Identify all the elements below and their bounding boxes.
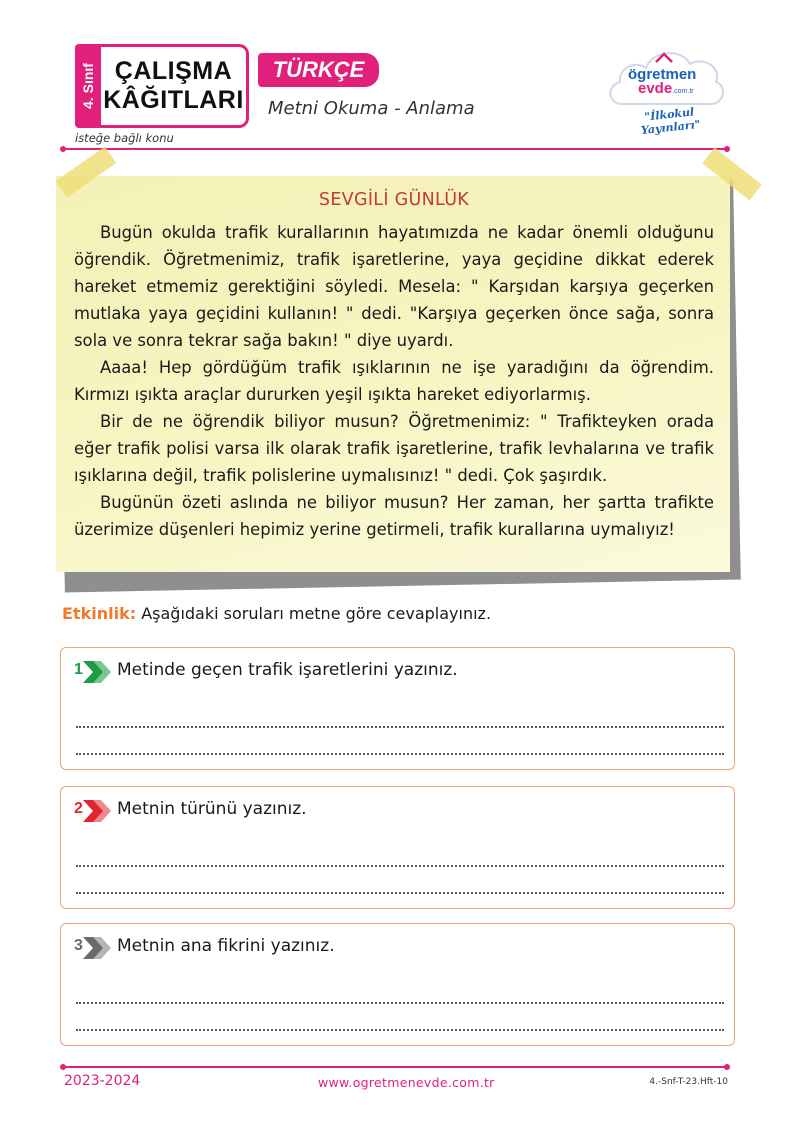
story-paragraph: Bugünün özeti aslında ne biliyor musun? Her zaman, her şartta trafikte üzerimize düşenleri hepimiz yerine getirmeli, trafik kurallarına uymalıyız!: [74, 493, 714, 539]
header-divider: [63, 148, 727, 150]
logo-domain-suffix: .com.tr: [672, 88, 694, 95]
story-paragraph: Bir de ne öğrendik biliyor musun? Öğretmenimiz: " Trafikteyken orada eğer trafik polisi varsa ilk olarak trafik işaretlerine, trafik levhalarına ve trafik ışıklarına değil, trafik polislerine uymalısınız! " dedi. Çok şaşırdık.: [74, 412, 714, 485]
answer-line[interactable]: [76, 753, 724, 755]
optional-topic-note: isteğe bağlı konu: [75, 131, 174, 145]
publisher-logo: [604, 42, 730, 138]
answer-line[interactable]: [76, 726, 724, 728]
footer-year: 2023-2024: [64, 1073, 141, 1089]
subject-badge: TÜRKÇE: [258, 53, 379, 87]
title-line-2: KÂĞITLARI: [103, 86, 244, 114]
topic-subtitle: Metni Okuma - Anlama: [268, 98, 475, 119]
chevron-right-icon: [83, 661, 113, 683]
question-number: 1: [74, 661, 83, 678]
grade-tab: [75, 44, 101, 128]
question-box-3: [60, 923, 735, 1046]
worksheet-title-box: [101, 44, 249, 128]
diary-note-card: [56, 176, 730, 572]
story-body: [74, 219, 714, 543]
story-paragraph: Bugün okulda trafik kurallarının hayatımızda ne kadar önemli olduğunu öğrendik. Öğretmenimiz, trafik işaretlerine, yaya geçidine dikkat ederek hareket etmemiz gerektiğini söyledi. Mesela: " Karşıdan karşıya geçerken mutlaka yaya geçidini kullanın! " dedi. "Karşıya geçerken önce sağa, sonra sola ve sonra tekrar sağa bakın! " diye uyardı.: [74, 223, 714, 350]
grade-label: 4. Sınıf: [80, 63, 96, 109]
question-text: Metinde geçen trafik işaretlerini yazınız.: [117, 660, 458, 680]
activity-instruction: [62, 604, 491, 623]
footer-website-link[interactable]: www.ogretmenevde.com.tr: [318, 1075, 495, 1090]
activity-label: Etkinlik:: [62, 604, 137, 623]
answer-line[interactable]: [76, 1002, 724, 1004]
chevron-right-icon: [83, 800, 113, 822]
answer-line[interactable]: [76, 1029, 724, 1031]
footer-divider: [63, 1066, 727, 1068]
logo-tagline: "İlkokul Yayınları": [640, 105, 702, 138]
logo-brand-part2: evde: [638, 80, 673, 97]
logo-wordmark: [628, 68, 696, 99]
question-text: Metnin ana fikrini yazınız.: [117, 936, 335, 956]
footer-document-code: 4.-Snf-T-23.Hft-10: [649, 1077, 728, 1087]
story-title: SEVGİLİ GÜNLÜK: [318, 190, 470, 210]
title-line-1: ÇALIŞMA: [114, 57, 233, 85]
chevron-right-icon: [83, 937, 113, 959]
question-number: 3: [74, 937, 83, 954]
logo-brand-part1: ögretmen: [628, 66, 697, 83]
question-box-2: [60, 786, 735, 909]
answer-line[interactable]: [76, 892, 724, 894]
story-paragraph: Aaaa! Hep gördüğüm trafik ışıklarının ne işe yaradığını da öğrendim. Kırmızı ışıkta araçlar dururken yeşil ışıkta hareket ediyorlarmış.: [74, 358, 714, 404]
activity-text: Aşağıdaki soruları metne göre cevaplayınız.: [141, 604, 492, 623]
divider-dot-right: [724, 146, 730, 152]
question-number: 2: [74, 800, 83, 817]
divider-dot-left: [60, 1064, 66, 1070]
question-text: Metnin türünü yazınız.: [117, 799, 307, 819]
divider-dot-right: [724, 1064, 730, 1070]
answer-line[interactable]: [76, 865, 724, 867]
divider-dot-left: [60, 146, 66, 152]
question-box-1: [60, 647, 735, 770]
